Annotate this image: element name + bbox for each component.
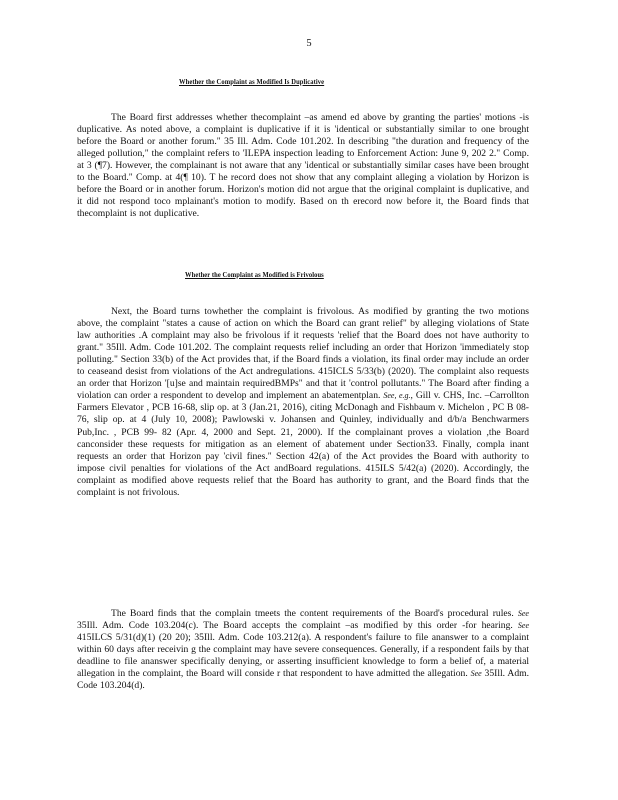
paragraph-content-text-b: 35Ill. Adm. Code 103.204(c). The Board accepts the complaint –as modified by this order -for hearing. [77,619,513,631]
see-signal-1: See [517,608,529,618]
paragraph-content-text-a: The Board finds that the complain tmeets the content requirements of the Board's procedural rules. [111,607,514,619]
heading-frivolous: Whether the Complaint as Modified is Frivolous [185,270,324,279]
page-number: 5 [306,38,312,49]
paragraph-content-text-d: 35Ill. Adm. Code 103.204(d). [77,668,529,692]
paragraph-duplicative: The Board first addresses whether thecomplaint –as amend ed above by granting the parties' motions -is duplicative. As noted above, a complaint is duplicative if it is 'identical or substantially similar to one brought before the Board or another forum." 35 Ill. Adm. Code 101.202. In describing "the duration and frequency of the alleged pollution," the complaint refers to 'ILEPA inspection leading to Enforcement Action: June 9, 202 2." Comp. at 3 (¶7). However, the complainant is not aware that any 'identical or substantially similar cases have been brought to the Board." Comp. at 4(¶ 10). T he record does not show that any complaint alleging a violation by Horizon is before the Board or in another forum. Horizon's motion did not argue that the original complaint is duplicative, and it did not respond toco mplainant's motion to modify. Based on th erecord now before it, the Board finds that thecomplaint is not duplicative. [77,111,529,220]
see-signal-2: See [517,620,529,630]
paragraph-content-text-c: 415ILCS 5/31(d)(1) (20 20); 35Ill. Adm. Code 103.212(a). A respondent's failure to file ananswer to a complaint within 60 days after receivin g the complaint may have severe consequences. Generally, if a respondent fails by that deadline to file ananswer specifically denying, or asserting insufficient knowledge to form a belief of, a material allegation in the complaint, the Board will conside r that respondent to have admitted the allegation. [77,631,529,680]
see-eg-signal: See, e.g. [383,391,411,401]
see-signal-3: See [470,669,482,679]
paragraph-frivolous-text-b: , Gill v. CHS, Inc. –Carrollton Farmers Elevator , PCB 16-68, slip op. at 3 (Jan.21, 2016), citing McDonagh and Fishbaum v. Michelon , PC B 08-76, slip op. at 4 (July 10, 2008); Pawlowski v. Johansen and Quinley, individually and d/b/a Benchwarmers Pub,Inc. , PCB 99- 82 (Apr. 4, 2000 and Sept. 21, 2000). If the complainant proves a violation ,the Board canconsider these requests for mitigation as an element of abatement under Section33. Finally, compla inant requests an order that Horizon pay 'civil fines." Section 42(a) of the Act provides the Board with authority to impose civil penalties for violations of the Act andBoard regulations. 415ILS 5/42(a) (2020). Accordingly, the complaint as modified above requests relief that the Board has authority to grant, and the Board finds that the complaint is not frivolous. [77,390,530,498]
paragraph-frivolous-text-a: Next, the Board turns towhether the complaint is frivolous. As modified by granting the two motions above, the complaint "states a cause of action on which the Board can grant relief" by alleging violations of State law authorities .A complaint may also be frivolous if it requests 'relief that the Board does not have authority to grant." 35Ill. Adm. Code 101.202. The complaint requests relief including an order that Horizon 'immediately stop polluting." Section 33(b) of the Act provides that, if the Board finds a violation, its final order may include an order to ceaseand desist from violations of the Act andregulations. 415ICLS 5/33(b) (2020). The complaint also requests an order that Horizon '[u]se and maintain requiredBMPs" and that it 'control pollutants." The Board after finding a violation can order a respondent to develop and implement an abatementplan. [77,305,529,402]
paragraph-frivolous [77,306,529,500]
heading-duplicative: Whether the Complaint as Modified Is Duplicative [179,77,325,86]
paragraph-content-requirements [77,608,529,693]
